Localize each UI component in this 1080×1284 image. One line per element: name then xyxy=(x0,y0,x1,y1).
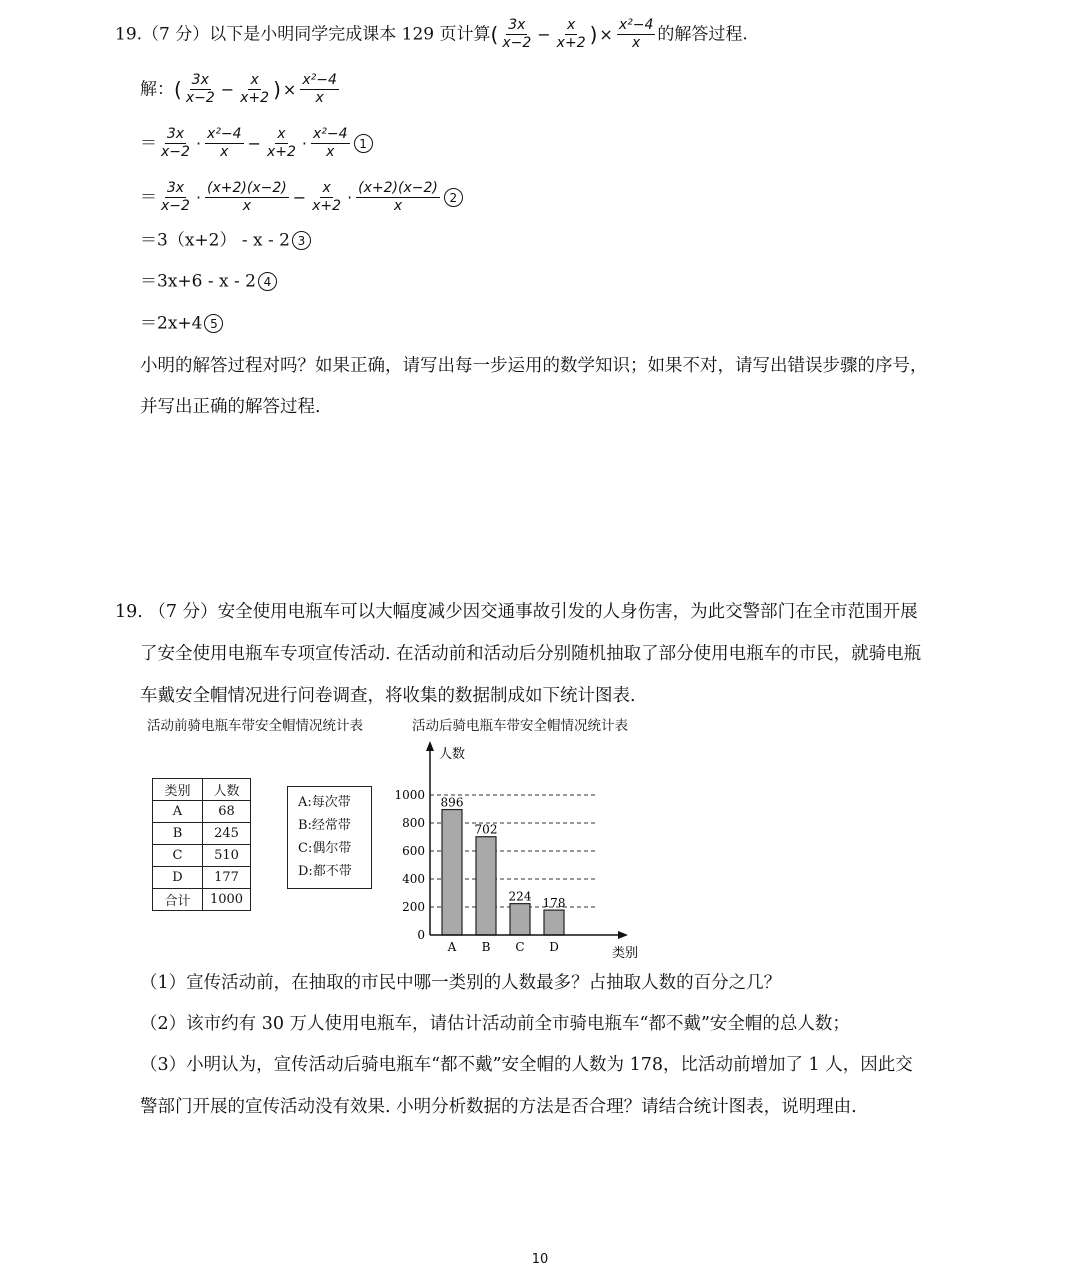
table-cell: A xyxy=(153,801,203,823)
y-tick-label: 600 xyxy=(402,844,425,858)
legend-item: C:偶尔带 xyxy=(298,841,352,856)
x-axis-arrow xyxy=(618,931,628,939)
x-tick-label: C xyxy=(515,940,525,954)
caption-after: 活动后骑电瓶车带安全帽情况统计表 xyxy=(412,718,628,734)
solution-line-4: ＝3x+6 - x - 2 4 xyxy=(140,270,277,293)
bar-B xyxy=(476,837,496,935)
solution-label: 解： xyxy=(140,79,174,100)
y-tick-label: 1000 xyxy=(394,788,425,802)
sub-question-2: （2）该市约有 30 万人使用电瓶车，请估计活动前全市骑电瓶车“都不戴”安全帽的总人数； xyxy=(140,1014,850,1034)
q1-header-prefix: 19.（7 分）以下是小明同学完成课本 129 页计算 xyxy=(115,24,491,45)
fraction: $\frac{\text{x²−4}}{x}$ xyxy=(207,126,242,160)
table-cell: C xyxy=(153,845,203,867)
before-stats-table xyxy=(152,778,251,911)
step-marker-1: 1 xyxy=(354,134,373,153)
table-header-cell: 人数 xyxy=(203,779,251,801)
x-tick-label: D xyxy=(549,940,559,954)
legend-item: D:都不带 xyxy=(298,864,352,879)
q1-question-line-2: 并写出正确的解答过程. xyxy=(140,397,321,417)
table-cell: 68 xyxy=(203,801,251,823)
fraction: $\frac{\text{x²−4}}{x}$ xyxy=(302,72,337,106)
y-tick-label: 200 xyxy=(402,900,425,914)
step-marker-4: 4 xyxy=(258,272,277,291)
table-header-row xyxy=(153,779,251,801)
table-row xyxy=(153,845,251,867)
category-legend xyxy=(287,786,372,889)
y-axis-arrow xyxy=(426,741,434,751)
table-cell: 245 xyxy=(203,823,251,845)
x-tick-label: B xyxy=(481,940,491,954)
table-row xyxy=(153,801,251,823)
fraction: $\frac{x}{x+2}$ xyxy=(312,180,342,214)
solution-line-5: ＝2x+4 5 xyxy=(140,312,223,335)
legend-item: B:经常带 xyxy=(298,818,351,833)
step-marker-5: 5 xyxy=(204,314,223,333)
table-row xyxy=(153,889,251,911)
sub-question-1: （1）宣传活动前，在抽取的市民中哪一类别的人数最多？占抽取人数的百分之几？ xyxy=(140,973,782,993)
solution-line-1: ＝ $\frac{3x}{x-2}$ · $\frac{\text{x²−4}}{x}$ − $\frac{x}{x+2}$ · $\frac{\text{x²−4}}{x}$ 1 xyxy=(140,127,373,160)
x-tick-label: A xyxy=(447,940,457,954)
q1-header-suffix: 的解答过程. xyxy=(657,24,748,45)
caption-before: 活动前骑电瓶车带安全帽情况统计表 xyxy=(147,718,363,734)
fraction: $\frac{(x+2)(x-2)}{x}$ xyxy=(207,180,287,214)
fraction: $\frac{x}{x+2}$ xyxy=(240,72,270,106)
q1-question-line-1: 小明的解答过程对吗？如果正确，请写出每一步运用的数学知识；如果不对，请写出错误步骤的序号， xyxy=(140,356,928,376)
table-cell: B xyxy=(153,823,203,845)
bar-value-label: 702 xyxy=(474,822,498,837)
after-bar-chart xyxy=(380,735,660,965)
bar-value-label: 224 xyxy=(508,889,532,904)
bar-C xyxy=(510,904,530,935)
fraction: $\frac{3x}{x-2}$ xyxy=(502,17,532,51)
fraction: $\frac{3x}{x-2}$ xyxy=(185,72,215,106)
q2-text-line-2: 了安全使用电瓶车专项宣传活动. 在活动前和活动后分别随机抽取了部分使用电瓶车的市民，就骑电瓶 xyxy=(140,644,922,664)
sub-question-3-line-2: 警部门开展的宣传活动没有效果. 小明分析数据的方法是否合理？请结合统计图表，说明理由. xyxy=(140,1097,857,1117)
solution-line-3: ＝3（x+2） - x - 2 3 xyxy=(140,229,311,252)
fraction: $\frac{3x}{x-2}$ xyxy=(161,126,190,160)
q2-text-line-3: 车戴安全帽情况进行问卷调查，将收集的数据制成如下统计图表. xyxy=(140,686,636,706)
bar-value-label: 896 xyxy=(440,795,464,810)
legend-item: A:每次带 xyxy=(298,795,351,810)
page-number: 10 xyxy=(531,1252,549,1267)
fraction: $\frac{\text{x²−4}}{x}$ xyxy=(313,126,348,160)
step-marker-2: 2 xyxy=(444,188,463,207)
table-cell: 1000 xyxy=(203,889,251,911)
fraction: $\frac{x}{x+2}$ xyxy=(266,126,296,160)
table-row xyxy=(153,867,251,889)
table-cell: D xyxy=(153,867,203,889)
bar-value-label: 178 xyxy=(542,896,566,911)
q2-text-line-1: 19. （7 分）安全使用电瓶车可以大幅度减少因交通事故引发的人身伤害，为此交警部门在全市范围开展 xyxy=(115,602,918,622)
y-tick-label: 800 xyxy=(402,816,425,830)
fraction: $\frac{x}{x+2}$ xyxy=(556,17,586,51)
bar-A xyxy=(442,810,462,935)
table-row xyxy=(153,823,251,845)
solution-line-0: 解：( $\frac{3x}{x-2}$ − $\frac{x}{x+2}$ ) × $\frac{\text{x²−4}}{x}$ xyxy=(140,72,337,106)
q1-header: 19.（7 分）以下是小明同学完成课本 129 页计算( $\frac{3x}{x-2}$ − $\frac{x}{x+2}$ ) × $\frac{\text{x²−4}}{x}$ 的解答过程. xyxy=(115,17,748,51)
table-cell: 510 xyxy=(203,845,251,867)
sub-question-3-line-1: （3）小明认为，宣传活动后骑电瓶车“都不戴”安全帽的人数为 178，比活动前增加了 1 人，因此交 xyxy=(140,1055,913,1075)
fraction: $\frac{(x+2)(x-2)}{x}$ xyxy=(358,180,438,214)
y-axis-label: 人数 xyxy=(439,747,466,762)
bar-D xyxy=(544,910,564,935)
table-header-cell: 类别 xyxy=(153,779,203,801)
solution-line-2: ＝ $\frac{3x}{x-2}$ · $\frac{(x+2)(x-2)}{x}$ − $\frac{x}{x+2}$ · $\frac{(x+2)(x-2)}{x}$ 2 xyxy=(140,181,463,214)
y-tick-label: 0 xyxy=(417,928,425,942)
fraction: $\frac{\text{x²−4}}{x}$ xyxy=(618,17,654,51)
step-marker-3: 3 xyxy=(292,231,311,250)
table-cell: 177 xyxy=(203,867,251,889)
y-tick-label: 400 xyxy=(402,872,425,886)
fraction: $\frac{3x}{x-2}$ xyxy=(161,180,190,214)
table-cell: 合计 xyxy=(153,889,203,911)
x-axis-label: 类别 xyxy=(612,946,639,961)
